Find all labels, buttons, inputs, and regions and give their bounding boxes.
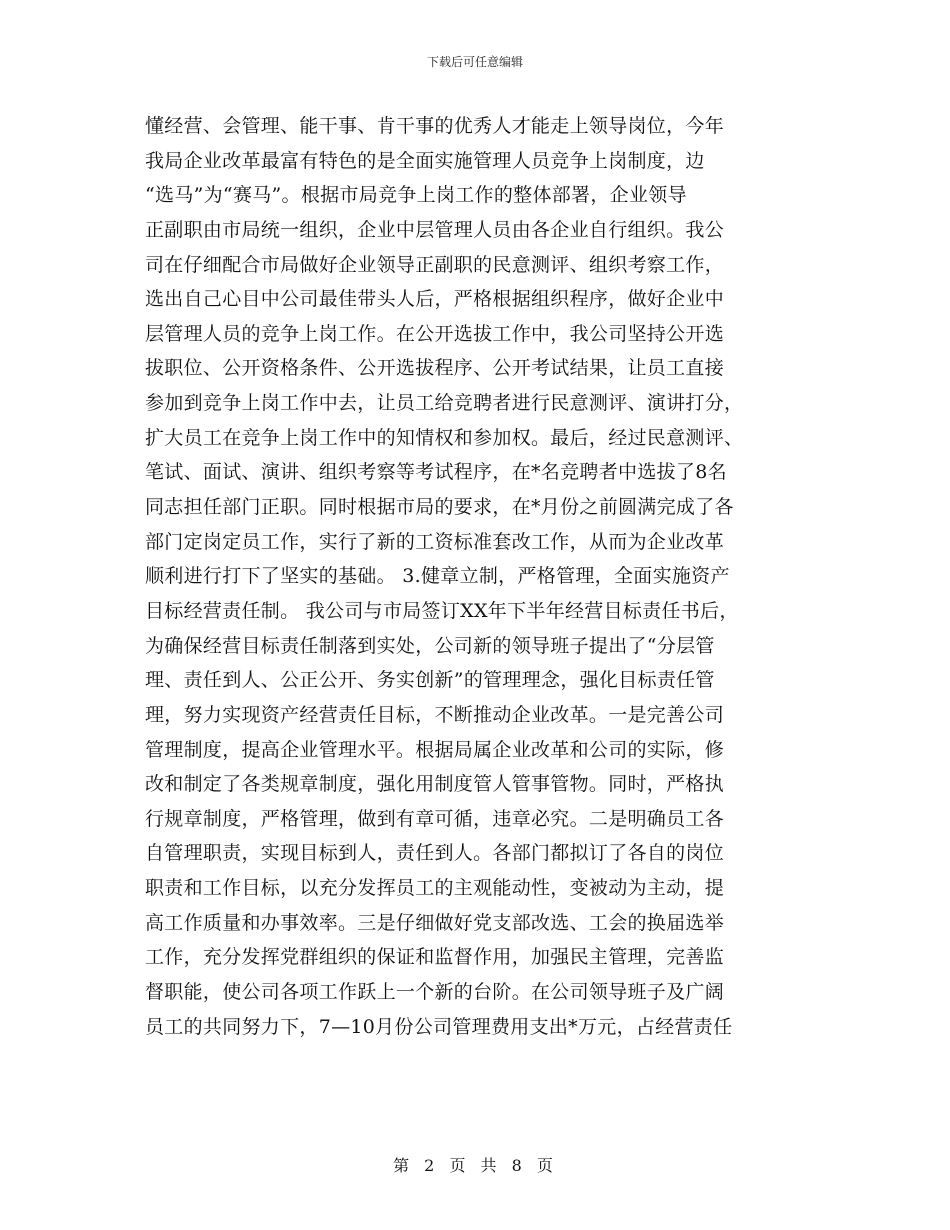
text-line: 部门定岗定员工作，实行了新的工资标准套改工作，从而为企业改革 (145, 530, 725, 553)
page-header: 下载后可任意编辑 (426, 55, 523, 69)
text-line: 行规章制度，严格管理，做到有章可循，违章必究。二是明确员工各 (145, 807, 725, 830)
text-line: 自管理职责，实现目标到人，责任到人。各部门都拟订了各自的岗位 (145, 842, 725, 865)
text-line: 顺利进行打下了坚实的基础。 3.健章立制，严格管理，全面实施资产 (145, 565, 730, 588)
text-line: 高工作质量和办事效率。三是仔细做好党支部改选、工会的换届选举 (145, 911, 725, 934)
text-line: 为确保经营目标责任制落到实处，公司新的领导班子提出了“分层管 (145, 634, 715, 657)
text-line: 司在仔细配合市局做好企业领导正副职的民意测评、组织考察工作， (145, 253, 725, 276)
text-line: 我局企业改革最富有特色的是全面实施管理人员竞争上岗制度，边 (145, 149, 705, 172)
text-line: 拔职位、公开资格条件、公开选拔程序、公开考试结果，让员工直接 (145, 357, 725, 380)
text-line: 管理制度，提高企业管理水平。根据局属企业改革和公司的实际，修 (145, 738, 725, 761)
page-number-footer: 第 2 页 共 8 页 (393, 1156, 557, 1175)
text-line: 督职能，使公司各项工作跃上一个新的台阶。在公司领导班子及广阔 (145, 981, 725, 1004)
text-line: “选马”为“赛马”。根据市局竞争上岗工作的整体部署，企业领导 (145, 184, 687, 207)
text-line: 员工的共同努力下，7—10月份公司管理费用支出*万元，占经营责任 (145, 1015, 733, 1038)
text-line: 参加到竞争上岗工作中去，让员工给竞聘者进行民意测评、演讲打分， (145, 392, 744, 415)
text-line: 正副职由市局统一组织，企业中层管理人员由各企业自行组织。我公 (145, 218, 725, 241)
text-line: 理，努力实现资产经营责任目标，不断推动企业改革。一是完善公司 (145, 703, 725, 726)
text-line: 改和制定了各类规章制度，强化用制度管人管事管物。同时，严格执 (145, 773, 725, 796)
text-line: 理、责任到人、公正公开、务实创新”的管理理念，强化目标责任管 (145, 669, 715, 692)
text-line: 懂经营、会管理、能干事、肯干事的优秀人才能走上领导岗位，今年 (145, 115, 725, 137)
body-text (145, 109, 815, 1044)
text-line: 工作，充分发挥党群组织的保证和监督作用，加强民主管理，完善监 (145, 946, 725, 969)
text-line: 职责和工作目标，以充分发挥员工的主观能动性，变被动为主动，提 (145, 877, 725, 900)
text-line: 目标经营责任制。 我公司与市局签订XX年下半年经营目标责任书后， (145, 599, 739, 622)
text-line: 同志担任部门正职。同时根据市局的要求，在*月份之前圆满完成了各 (145, 496, 734, 519)
text-line: 选出自己心目中公司最佳带头人后，严格根据组织程序，做好企业中 (145, 288, 725, 311)
text-line: 层管理人员的竞争上岗工作。在公开选拔工作中，我公司坚持公开选 (145, 322, 725, 345)
text-line: 扩大员工在竞争上岗工作中的知情权和参加权。最后，经过民意测评、 (145, 426, 744, 449)
text-line: 笔试、面试、演讲、组织考察等考试程序，在*名竞聘者中选拔了8名 (145, 461, 727, 484)
